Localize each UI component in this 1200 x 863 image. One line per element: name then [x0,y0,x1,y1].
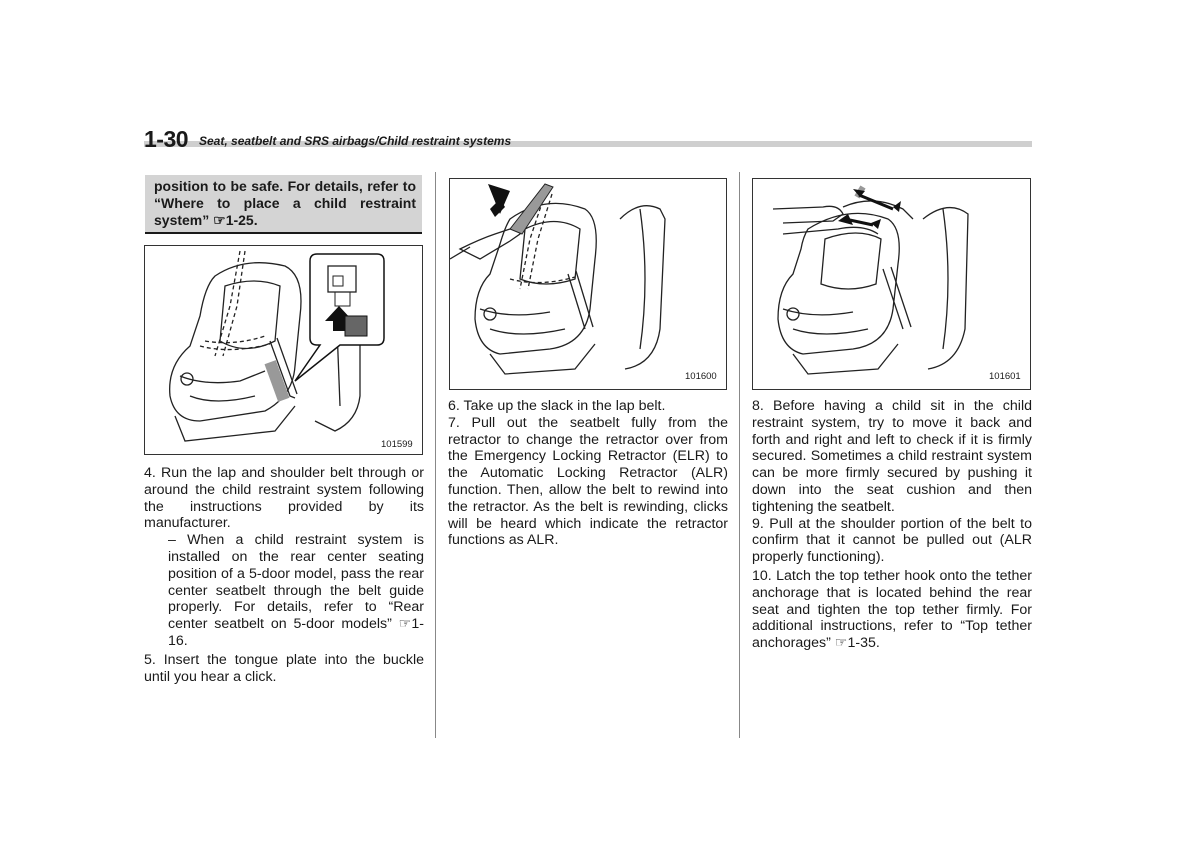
step-5: 5. Insert the tongue plate into the buckle until you hear a click. [144,651,424,685]
check-secure-illustration [753,179,1030,389]
step-9: 9. Pull at the shoulder portion of the belt to confirm that it cannot be pulled out (ALR properly functioning). [752,515,1032,566]
section-title: Seat, seatbelt and SRS airbags/Child restraint systems [199,134,512,148]
figure-code: 101599 [381,439,413,450]
warning-box [145,175,422,234]
page-header [144,126,1032,156]
step-6: 6. Take up the slack in the lap belt. [448,398,666,414]
step-8: 8. Before having a child sit in the child restraint system, try to move it back and forth and right and left to check if it is firmly secured. Sometimes a child restraint system can be more firmly secured by pushing it down into the seat cushion and then tightening the seatbelt. [752,398,1032,515]
col2-text [448,398,728,549]
step-7: 7. Pull out the seatbelt fully from the retractor to change the retractor over from the Emergency Locking Retractor (ELR) to the Automatic Locking Retractor (ALR) function. Then, allow the belt to rewind into the retractor. As the belt is rewinding, clicks will be heard which indicate the retractor functions as ALR. [448,414,728,549]
col1-text [144,465,424,685]
step-4: 4. Run the lap and shoulder belt through or around the child restraint system following the instructions provided by its manufacturer. [144,465,424,532]
step-10: 10. Latch the top tether hook onto the tether anchorage that is located behind the rear seat and tighten the top tether firmly. For additional instructions, refer to “Top tether anchorages” ☞1-35. [752,567,1032,652]
figure-pull-belt [449,178,727,390]
figure-code: 101601 [989,371,1021,382]
step-4-note: – When a child restraint system is installed on the rear center seating position of a 5-door model, pass the rear center seatbelt through the belt guide properly. For details, refer to “Rear center seatbelt on 5-door models” ☞1-16. [168,532,424,649]
child-seat-buckle-illustration [145,246,422,454]
page-number: 1-30 [144,126,189,152]
column-divider-2 [739,172,740,738]
column-divider-1 [435,172,436,738]
figure-child-seat-buckle [144,245,423,455]
pull-belt-illustration [450,179,726,389]
warning-text: position to be safe. For details, refer to “Where to place a child restraint system” ☞1-25. [154,178,416,228]
figure-check-secure [752,178,1031,390]
col3-text [752,398,1032,652]
figure-code: 101600 [685,371,717,382]
